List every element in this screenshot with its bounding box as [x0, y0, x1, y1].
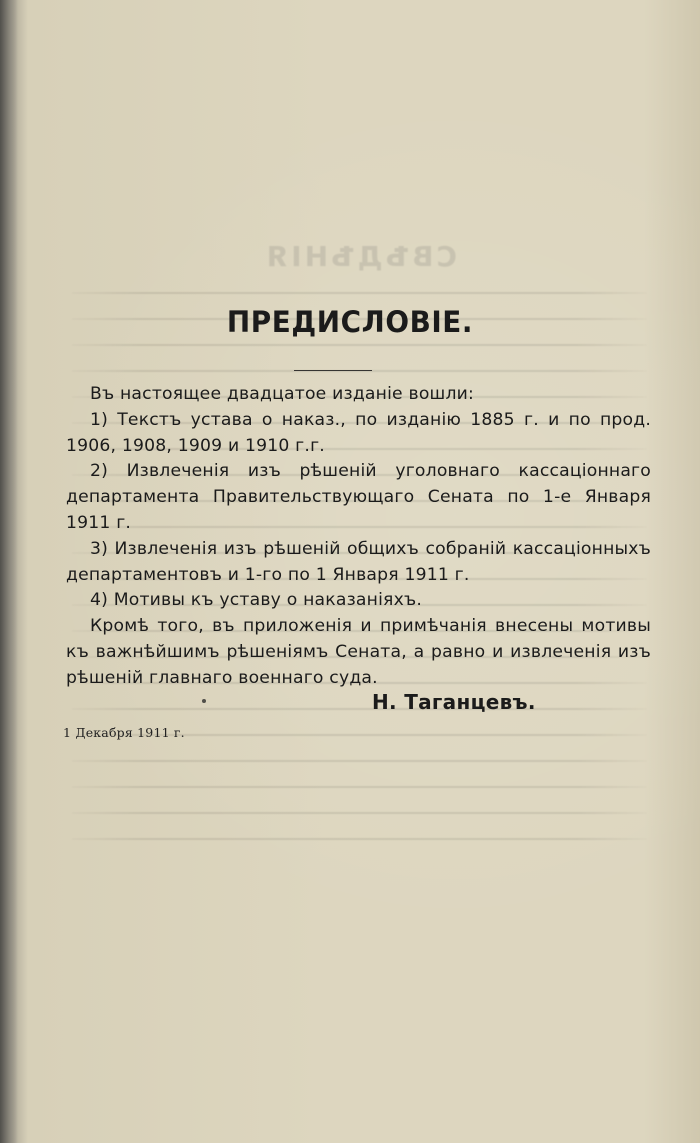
- list-item-4: 4) Мотивы къ уставу о наказанiяхъ.: [90, 590, 422, 611]
- author-signature: Н. Таганцевъ.: [372, 690, 536, 714]
- list-item-2: 2) Извлеченiя изъ рѣшенiй уголовнаго кассацiоннаго департамента Правительствующаго Сената по 1-е Января 1911 г.: [66, 461, 651, 533]
- ink-speck: [202, 699, 206, 703]
- closing-paragraph: Кромѣ того, въ приложенiя и примѣчанiя внесены мотивы къ важнѣйшимъ рѣшенiямъ Сената, а равно и извлеченiя изъ рѣшенiй главнаго военнаго суда.: [66, 616, 651, 688]
- preface-title: ПРЕДИСЛОВIЕ.: [226, 305, 474, 339]
- book-spine-shadow: [0, 0, 18, 1143]
- title-underline: [294, 370, 372, 371]
- list-item-3: 3) Извлеченiя изъ рѣшенiй общихъ собранiй кассацiонныхъ департаментовъ и 1-го по 1 Января 1911 г.: [66, 538, 651, 585]
- show-through-title: СВѢДѢНIЯ: [263, 240, 457, 273]
- list-item-1: 1) Текстъ устава о наказ., по изданiю 1885 г. и по прод. 1906, 1908, 1909 и 1910 г.г.: [66, 409, 651, 456]
- intro-paragraph: Въ настоящее двадцатое изданiе вошли:: [90, 384, 475, 404]
- preface-body: [66, 382, 651, 692]
- preface-date: 1 Декабря 1911 г.: [63, 725, 185, 740]
